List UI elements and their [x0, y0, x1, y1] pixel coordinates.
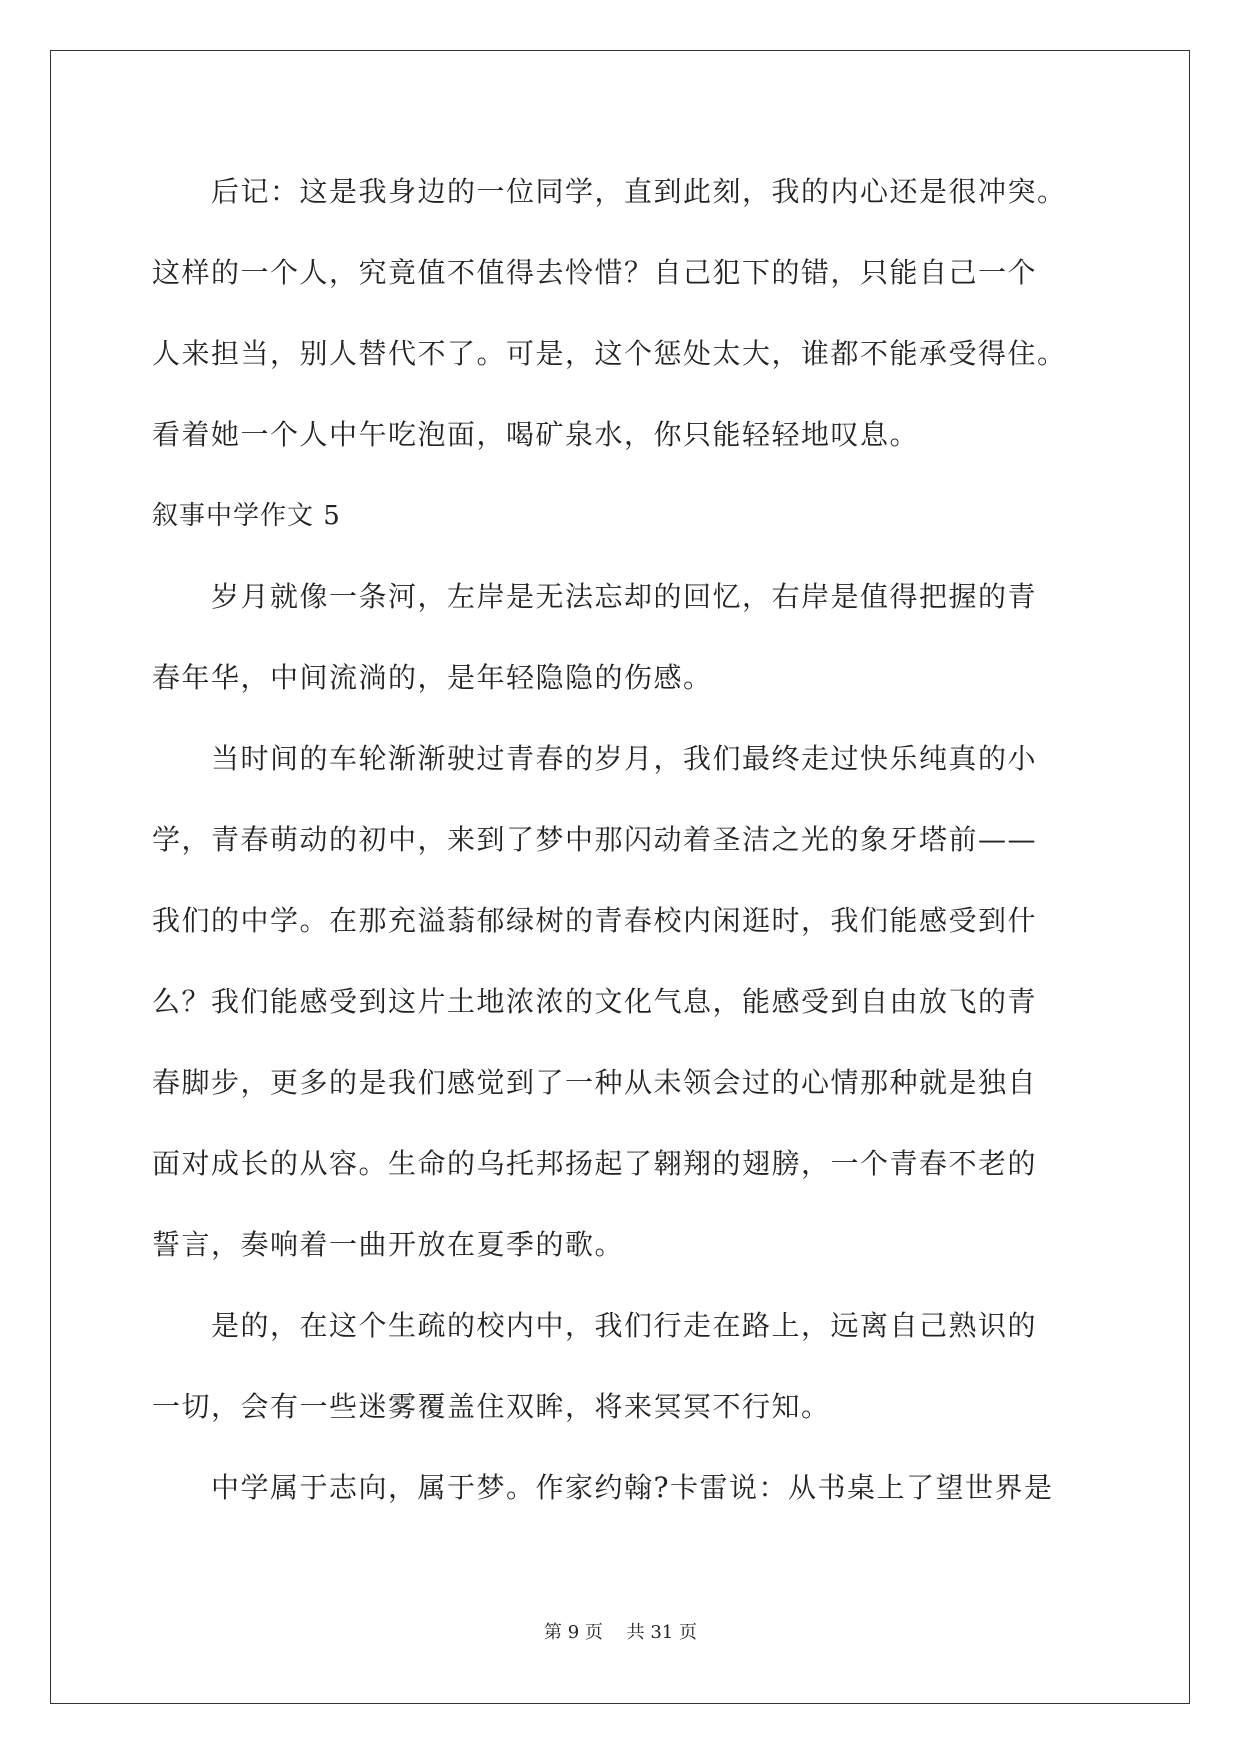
- text-line-3: 人来担当，别人替代不了。可是，这个惩处太大，谁都不能承受得住。: [152, 337, 1067, 370]
- text-line-15: 是的，在这个生疏的校内中，我们行走在路上，远离自己熟识的: [152, 1309, 1038, 1342]
- text-line-17: 中学属于志向，属于梦。作家约翰?卡雷说：从书桌上了望世界是: [152, 1471, 1054, 1504]
- text-line-14: 誓言，奏响着一曲开放在夏季的歌。: [152, 1228, 625, 1261]
- text-line-11: 么？我们能感受到这片土地浓浓的文化气息，能感受到自由放飞的青: [152, 985, 1038, 1018]
- text-line-16: 一切，会有一些迷雾覆盖住双眸，将来冥冥不行知。: [152, 1390, 831, 1423]
- page-frame: [50, 50, 1190, 1704]
- page-footer: [0, 1621, 1241, 1645]
- text-line-7: 春年华，中间流淌的，是年轻隐隐的伤感。: [152, 661, 713, 694]
- text-line-13: 面对成长的从容。生命的乌托邦扬起了翱翔的翅膀，一个青春不老的: [152, 1147, 1038, 1180]
- text-line-4: 看着她一个人中午吃泡面，喝矿泉水，你只能轻轻地叹息。: [152, 418, 920, 451]
- section-heading: 叙事中学作文 5: [152, 501, 341, 531]
- text-line-2: 这样的一个人，究竟值不值得去怜惜？自己犯下的错，只能自己一个: [152, 256, 1038, 289]
- text-line-1: 后记：这是我身边的一位同学，直到此刻，我的内心还是很冲突。: [152, 175, 1067, 208]
- text-line-12: 春脚步，更多的是我们感觉到了一种从未领会过的心情那种就是独自: [152, 1066, 1038, 1099]
- text-line-10: 我们的中学。在那充溢蓊郁绿树的青春校内闲逛时，我们能感受到什: [152, 904, 1038, 937]
- text-line-6: 岁月就像一条河，左岸是无法忘却的回忆，右岸是值得把握的青: [152, 580, 1038, 613]
- page-number: 第 9 页 共 31 页: [544, 1622, 697, 1643]
- text-line-8: 当时间的车轮渐渐驶过青春的岁月，我们最终走过快乐纯真的小: [152, 742, 1038, 775]
- text-line-9: 学，青春萌动的初中，来到了梦中那闪动着圣洁之光的象牙塔前——: [152, 823, 1038, 856]
